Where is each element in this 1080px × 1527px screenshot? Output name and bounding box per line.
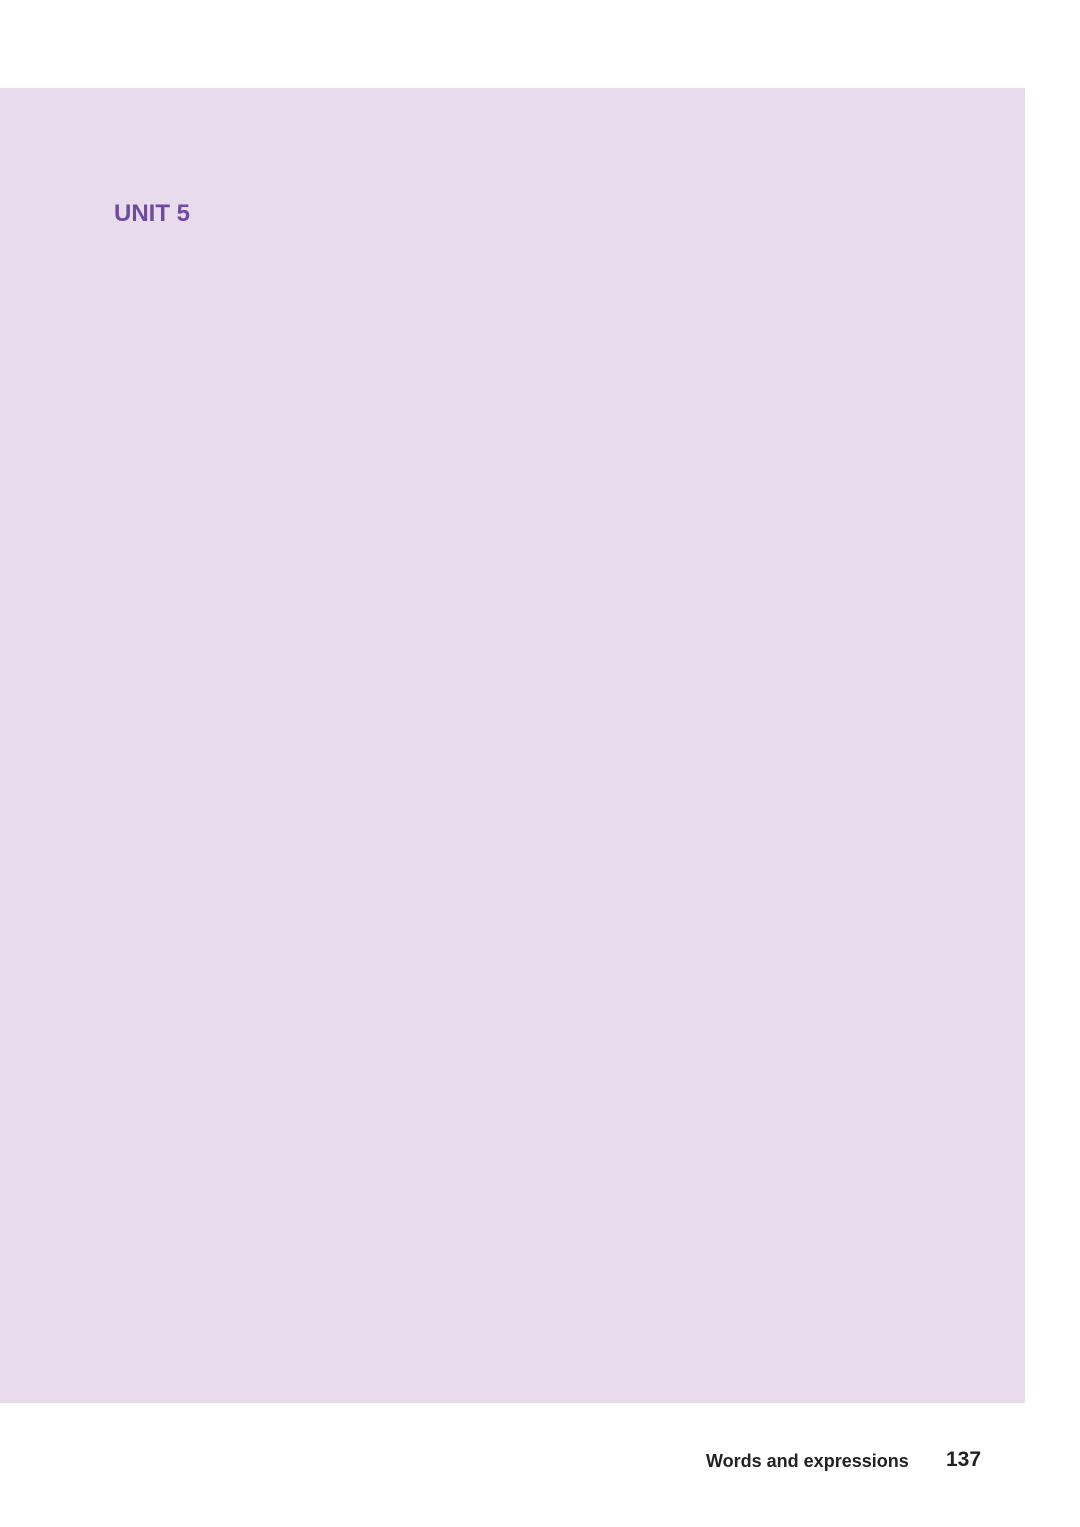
section-gap bbox=[100, 152, 515, 192]
vocabulary-panel bbox=[0, 88, 1025, 1403]
page-number: 137 bbox=[946, 1448, 982, 1471]
unit-heading: UNIT 5 bbox=[114, 200, 191, 227]
footer-section-title: Words and expressions bbox=[706, 1451, 909, 1471]
left-column bbox=[100, 152, 515, 236]
